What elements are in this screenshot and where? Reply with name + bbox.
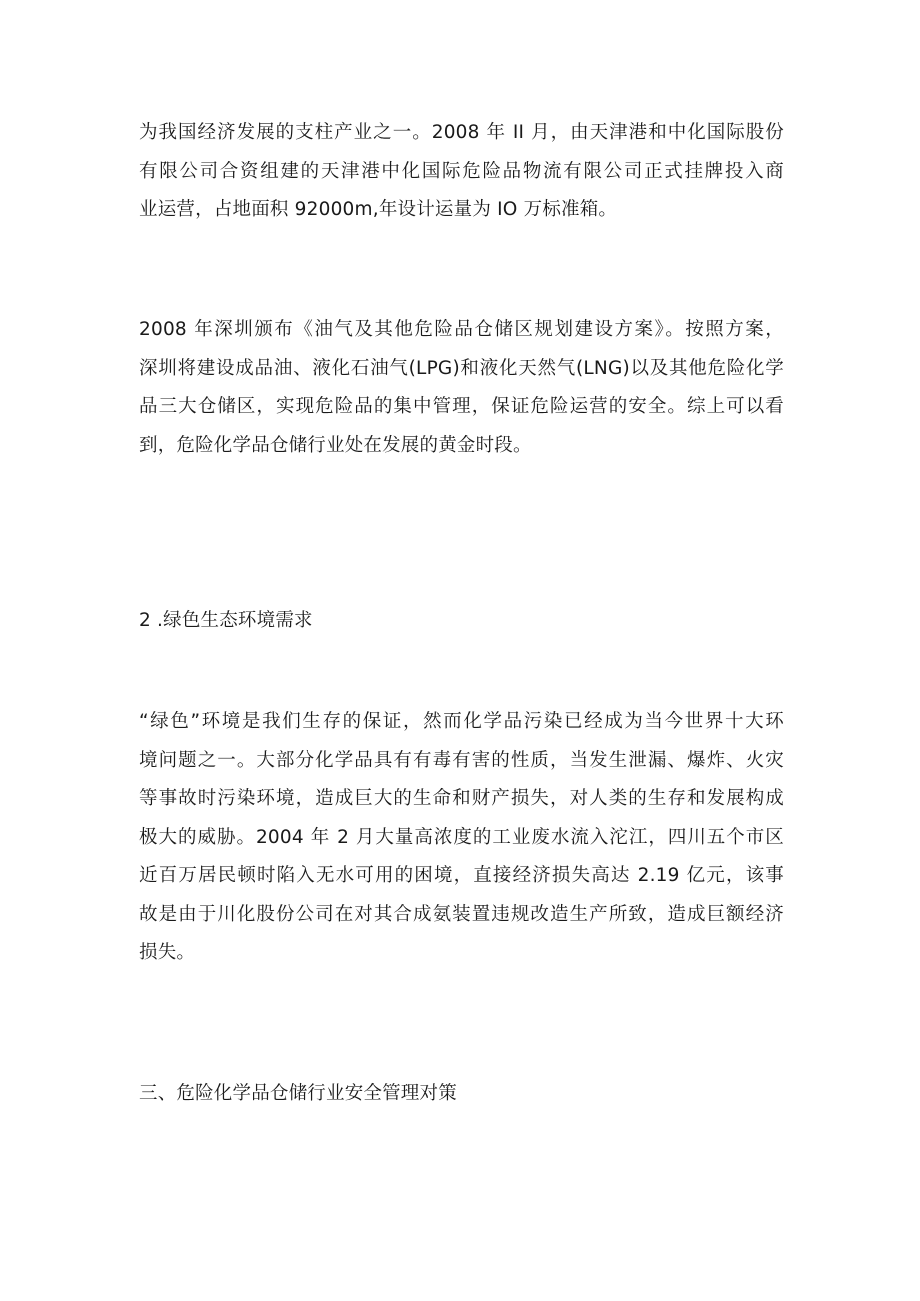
paragraph-shenzhen-plan [139, 311, 784, 465]
text-line: 等事故时污染环境，造成巨大的生命和财产损失，对人类的生存和发展构成 [139, 788, 784, 809]
text-line: 2008 年深圳颁布《油气及其他危险品仓储区规划建设方案》。按照方案， [139, 319, 784, 340]
heading-text: 三、危险化学品仓储行业安全管理对策 [139, 1083, 457, 1104]
paragraph-tianjin-port [139, 114, 784, 230]
text-line: 有限公司合资组建的天津港中化国际危险品物流有限公司正式挂牌投入商 [139, 160, 784, 182]
text-line: 故是由于川化股份公司在对其合成氨装置违规改造生产所致，造成巨额经济 [139, 903, 784, 925]
text-line: 近百万居民顿时陷入无水可用的困境，直接经济损失高达 2.19 亿元，该事 [139, 865, 784, 886]
text-line: “绿色”环境是我们生存的保证，然而化学品污染已经成为当今世界十大环 [139, 711, 784, 732]
heading-text: 2 .绿色生态环境需求 [139, 610, 313, 631]
text-line: 为我国经济发展的支柱产业之一。2008 年 II 月，由天津港和中化国际股份 [139, 122, 784, 143]
text-line: 损失。 [139, 942, 196, 963]
section-heading-green-environment [139, 602, 784, 641]
text-line: 业运营，占地面积 92000m,年设计运量为 IO 万标准箱。 [139, 199, 618, 220]
text-line: 到，危险化学品仓储行业处在发展的黄金时段。 [139, 434, 532, 456]
paragraph-chemical-pollution [139, 703, 784, 973]
section-heading-safety-measures [139, 1075, 784, 1114]
text-line: 境问题之一。大部分化学品具有有毒有害的性质，当发生泄漏、爆炸、火灾 [139, 749, 784, 771]
text-line: 极大的威胁。2004 年 2 月大量高浓度的工业废水流入沱江，四川五个市区 [139, 826, 784, 848]
text-line: 深圳将建设成品油、液化石油气(LPG)和液化天然气(LNG)以及其他危险化学 [139, 357, 784, 379]
text-line: 品三大仓储区，实现危险品的集中管理，保证危险运营的安全。综上可以看 [139, 396, 784, 417]
